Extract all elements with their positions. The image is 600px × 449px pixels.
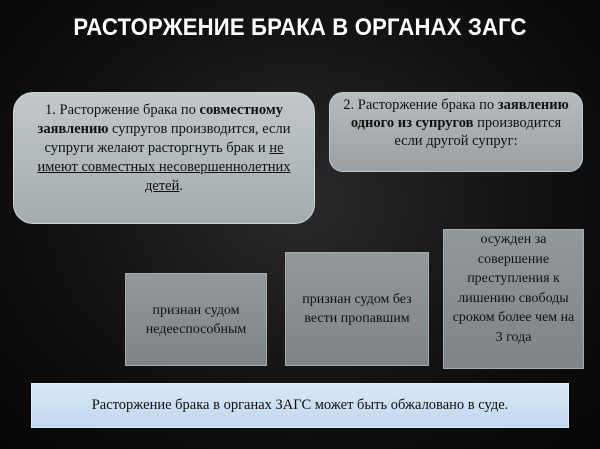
box2-text-start: 2. Расторжение брака по [343, 97, 498, 113]
box1-underlined-text: не имеют совместных несовершеннолетних детей [37, 140, 291, 194]
condition-missing [285, 252, 429, 366]
appeal-note-text: Расторжение брака в органах ЗАГС может быть обжаловано в суде. [91, 397, 509, 413]
slide-title: РАСТОРЖЕНИЕ БРАКА В ОРГАНАХ ЗАГС [73, 14, 527, 41]
condition-convicted-text: осужден за совершение преступления к лишению свободы сроком более чем на 3 года [452, 232, 575, 345]
box1-text-end: . [179, 178, 183, 194]
box1-text-start: 1. Расторжение брака по [45, 102, 200, 118]
box1-text-middle: супругов производится, если супруги желают расторгнуть брак и [44, 121, 291, 156]
appeal-note-box [31, 383, 569, 428]
condition-convicted [443, 229, 584, 369]
single-spouse-application-box [329, 92, 583, 172]
box2-text-end: производится если другой супруг: [394, 115, 562, 149]
box2-bold-text: заявлению одного из супругов [350, 97, 569, 131]
condition-incapacitated-text: признан судом недееспособным [145, 302, 247, 337]
mutual-application-box [13, 92, 315, 224]
condition-incapacitated [125, 273, 267, 366]
condition-missing-text: признан судом без вести пропавшим [302, 292, 412, 326]
box1-bold-text: совместному заявлению [37, 102, 283, 137]
